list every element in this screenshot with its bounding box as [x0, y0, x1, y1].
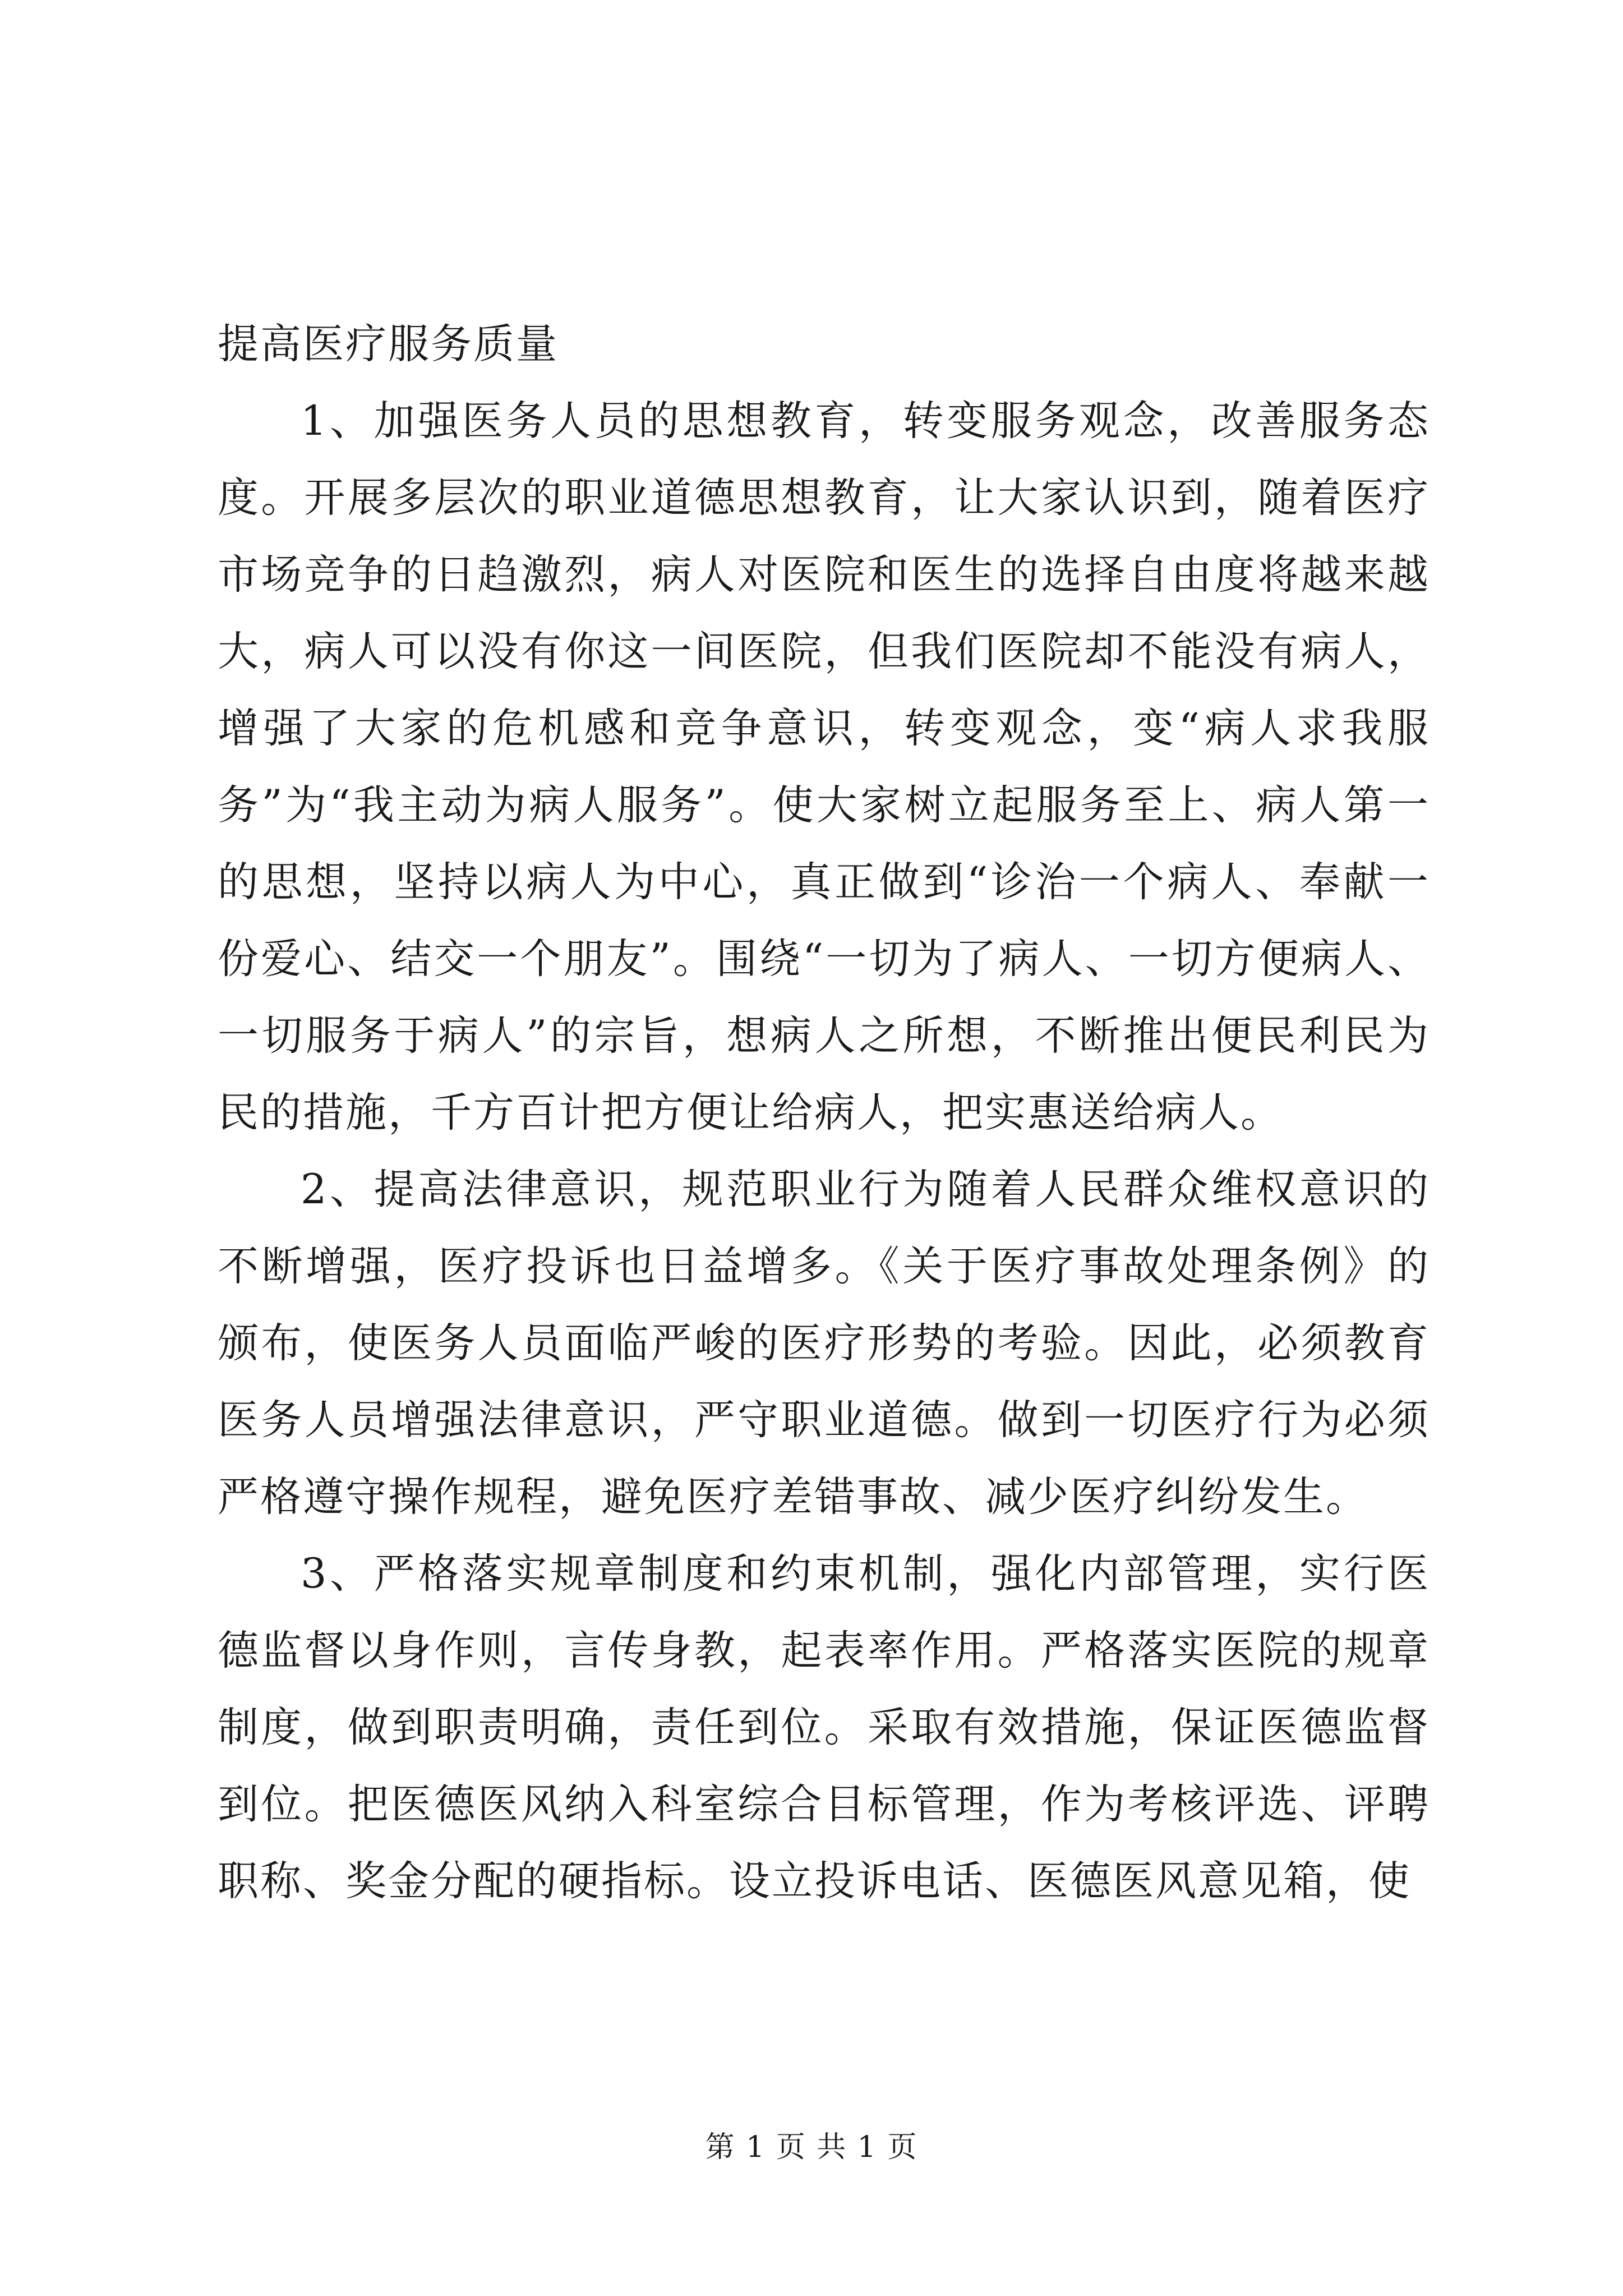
paragraph-1: 1、加强医务人员的思想教育，转变服务观念，改善服务态度。开展多层次的职业道德思想教育，让大家认识到，随着医疗市场竞争的日趋激烈，病人对医院和医生的选择自由度将越来越大，病人可以没有你这一间医院，但我们医院却不能没有病人，增强了大家的危机感和竞争意识，转变观念，变“病人求我服务”为“我主动为病人服务”。使大家树立起服务至上、病人第一的思想，坚持以病人为中心，真正做到“诊治一个病人、奉献一份爱心、结交一个朋友”。围绕“一切为了病人、一切方便病人、一切服务于病人”的宗旨，想病人之所想，不断推出便民利民为民的措施，千方百计把方便让给病人，把实惠送给病人。 — [218, 397, 1430, 1137]
document-body — [218, 306, 1430, 1920]
page-footer: 第 1 页 共 1 页 — [705, 2131, 918, 2164]
paragraph-2: 2、提高法律意识，规范职业行为随着人民群众维权意识的不断增强，医疗投诉也日益增多。《关于医疗事故处理条例》的颁布，使医务人员面临严峻的医疗形势的考验。因此，必须教育医务人员增强法律意识，严守职业道德。做到一切医疗行为必须严格遵守操作规程，避免医疗差错事故、减少医疗纠纷发生。 — [218, 1166, 1430, 1521]
document-title: 提高医疗服务质量 — [218, 320, 559, 368]
paragraph-3: 3、严格落实规章制度和约束机制，强化内部管理，实行医德监督以身作则，言传身教，起表率作用。严格落实医院的规章制度，做到职责明确，责任到位。采取有效措施，保证医德监督到位。把医德医风纳入科室综合目标管理，作为考核评选、评聘职称、奖金分配的硬指标。设立投诉电话、医德医风意见箱，使 — [218, 1550, 1430, 1905]
